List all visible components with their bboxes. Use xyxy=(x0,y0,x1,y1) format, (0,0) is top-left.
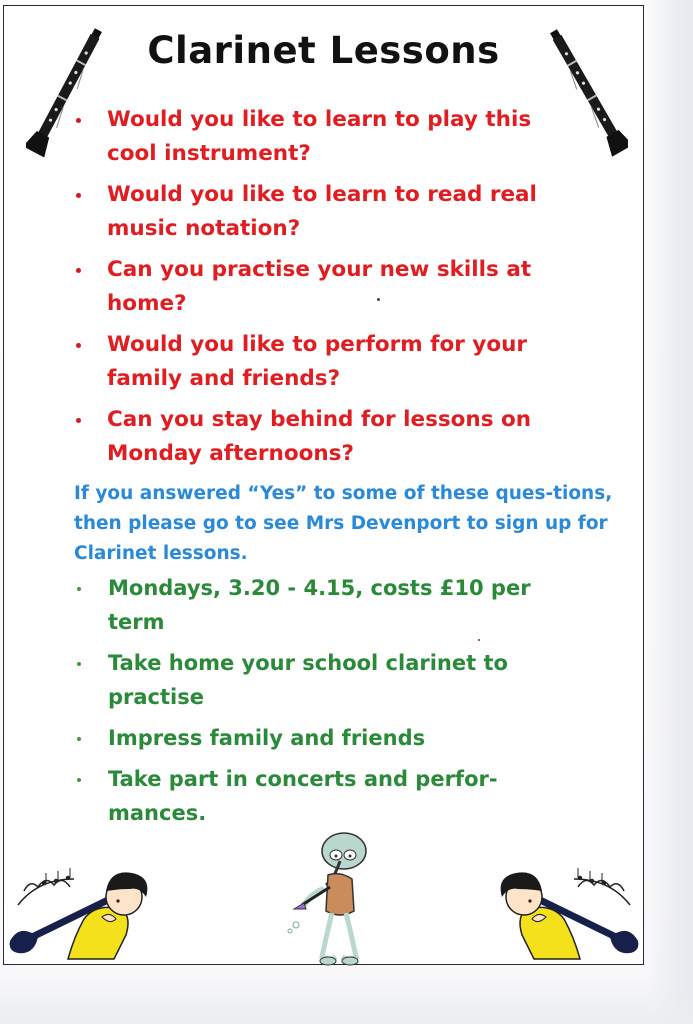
poster-title: Clarinet Lessons xyxy=(147,29,500,72)
bullet-icon xyxy=(77,737,81,741)
list-item: Would you like to learn to play this cool instrument? xyxy=(4,103,587,171)
list-item: Impress family and friends xyxy=(4,721,578,755)
bullet-icon xyxy=(77,587,81,591)
bullet-icon xyxy=(76,118,81,123)
boy-playing-clarinet-icon xyxy=(492,861,642,961)
list-item: Would you like to perform for your family and friends? xyxy=(4,328,587,396)
details-list xyxy=(4,571,578,837)
squidward-clarinet-icon xyxy=(284,829,384,969)
bullet-icon xyxy=(77,778,81,782)
call-to-action-text: If you answered “Yes” to some of these ques-tions, then please go to see Mrs Devenport to sign up for Clarinet lessons. xyxy=(74,483,613,564)
scan-edge-bottom xyxy=(0,974,693,1024)
list-item: Would you like to learn to read real music notation? xyxy=(4,178,587,246)
question-list xyxy=(4,103,587,478)
list-item: Take part in concerts and perfor-mances. xyxy=(4,762,578,830)
scan-edge xyxy=(645,0,693,1024)
bullet-icon xyxy=(76,268,81,273)
scan-speck xyxy=(478,639,480,641)
boy-playing-clarinet-icon xyxy=(6,861,156,961)
scan-speck xyxy=(377,298,380,301)
list-item: Can you practise your new skills at home? xyxy=(4,253,587,321)
bullet-icon xyxy=(76,193,81,198)
bullet-icon xyxy=(76,343,81,348)
list-item: Mondays, 3.20 - 4.15, costs £10 per term xyxy=(4,571,578,639)
list-item: Can you stay behind for lessons on Monday afternoons? xyxy=(4,403,587,471)
bullet-icon xyxy=(77,662,81,666)
poster-frame xyxy=(3,5,644,965)
list-item: Take home your school clarinet to practise xyxy=(4,646,578,714)
bullet-icon xyxy=(76,418,81,423)
